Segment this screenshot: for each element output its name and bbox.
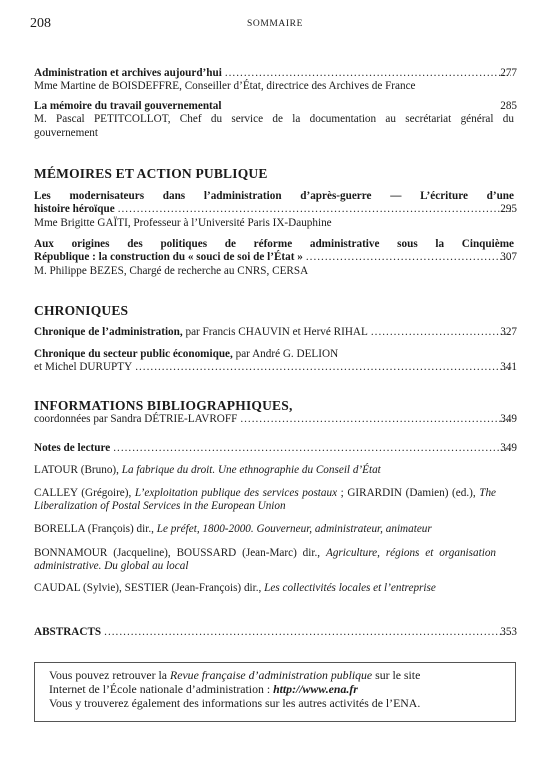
website-link[interactable]: http://www.ena.fr: [273, 682, 358, 697]
entry-title-cont: histoire héroïque: [34, 203, 115, 216]
note-work: Agriculture, régions et organisation administrative. Du global au local: [34, 547, 497, 573]
note-latour: [34, 464, 496, 477]
entry-author: Mme Martine de BOISDEFFRE, Conseiller d’État, directrice des Archives de France: [34, 80, 416, 93]
entry-author: M. Pascal PETITCOLLOT, Chef du service de la documentation au secrétariat général du: [34, 113, 514, 126]
page-ref: 349: [500, 413, 517, 425]
entry-title: Chronique du secteur public économique,: [34, 348, 233, 360]
section-heading-chroniques: CHRONIQUES: [34, 303, 129, 318]
toc-entry-chron-admin: [34, 326, 514, 339]
toc-entry-biblio: [34, 413, 514, 426]
entry-author: Mme Brigitte GAÏTI, Professeur à l’Université Paris IX-Dauphine: [34, 216, 332, 229]
journal-title: Revue française d’administration publique: [170, 668, 373, 682]
note-borella: [34, 523, 496, 536]
entry-authors: par Francis CHAUVIN et Hervé RIHAL: [182, 326, 368, 338]
entry-author: M. Philippe BEZES, Chargé de recherche au CNRS, CERSA: [34, 264, 309, 277]
page-ref: 307: [500, 251, 517, 263]
note-work: La fabrique du droit. Une ethnographie du Conseil d’État: [121, 464, 381, 476]
entry-coordinator: coordonnées par Sandra DÉTRIE-LAVROFF: [34, 413, 238, 425]
page-ref: 341: [500, 361, 517, 373]
entry-title: ABSTRACTS: [34, 626, 102, 638]
note-caudal: [34, 582, 496, 595]
toc-entry-admin-archives: [34, 67, 514, 94]
toc-entry-chron-secteur: [34, 348, 514, 375]
entry-title: Notes de lecture: [34, 442, 111, 454]
note-author: CALLEY (Grégoire),: [34, 487, 135, 499]
note-author: ; GIRARDIN (Damien) (ed.),: [337, 487, 480, 499]
note-author: BORELLA (François) dir.,: [34, 523, 157, 535]
note-work: Le préfet, 1800-2000. Gouverneur, administrateur, animateur: [156, 523, 432, 535]
leader-dots: [240, 413, 511, 426]
note-work: Les collectivités locales et l’entreprise: [264, 582, 436, 594]
note-author: BONNAMOUR (Jacqueline), BOUSSARD (Jean-Marc) dir.,: [34, 547, 326, 559]
info-text: Vous y trouverez également des informations sur les autres activités de l’ENA.: [49, 696, 421, 711]
leader-dots: [118, 203, 511, 216]
note-work: The Liberalization of Postal Services in the European Union: [34, 487, 496, 513]
note-bonnamour: [34, 547, 496, 574]
entry-authors: par André G. DELION: [232, 348, 339, 360]
entry-title: Aux origines des politiques de réforme administrative sous la Cinquième: [34, 238, 514, 250]
entry-title: La mémoire du travail gouvernemental: [34, 100, 222, 112]
toc-entry-origines: [34, 238, 514, 278]
entry-title: Les modernisateurs dans l’administration d’après-guerre — L’écriture d’une: [34, 190, 514, 202]
leader-dots: [306, 251, 511, 264]
note-calley: [34, 487, 496, 514]
page-ref: 327: [500, 326, 517, 338]
entry-authors-cont: et Michel DURUPTY: [34, 361, 133, 374]
info-text: Internet de l’École nationale d’administration :: [49, 682, 274, 697]
entry-title: Administration et archives aujourd’hui: [34, 67, 222, 79]
page-ref: 349: [500, 442, 517, 454]
note-author: CAUDAL (Sylvie), SESTIER (Jean-François) dir.,: [34, 582, 265, 594]
page-ref: 295: [500, 203, 517, 215]
leader-dots: [135, 361, 511, 374]
note-author: LATOUR (Bruno),: [34, 464, 122, 476]
page-number: 208: [30, 16, 51, 31]
note-work: L’exploitation publique des services postaux: [134, 487, 338, 499]
toc-entry-memoire: [34, 100, 514, 140]
leader-dots: [225, 67, 511, 80]
page-ref: 277: [500, 67, 517, 79]
entry-author-cont: gouvernement: [34, 126, 98, 139]
info-text: Vous pouvez retrouver la: [49, 668, 170, 682]
info-box: [34, 662, 516, 722]
page-ref: 285: [500, 100, 517, 112]
running-title: SOMMAIRE: [246, 19, 303, 29]
entry-title-cont: République : la construction du « souci de soi de l’État »: [34, 251, 303, 264]
leader-dots: [113, 442, 511, 455]
leader-dots: [104, 626, 511, 639]
info-text: sur le site: [372, 668, 421, 682]
section-heading-memoires: MÉMOIRES ET ACTION PUBLIQUE: [34, 166, 268, 181]
page-ref: 353: [500, 626, 517, 638]
section-heading-informations: INFORMATIONS BIBLIOGRAPHIQUES,: [34, 398, 293, 413]
toc-entry-notes: [34, 442, 514, 455]
toc-entry-abstracts: [34, 626, 514, 639]
entry-title: Chronique de l’administration,: [34, 326, 183, 338]
toc-entry-modernisateurs: [34, 190, 514, 230]
